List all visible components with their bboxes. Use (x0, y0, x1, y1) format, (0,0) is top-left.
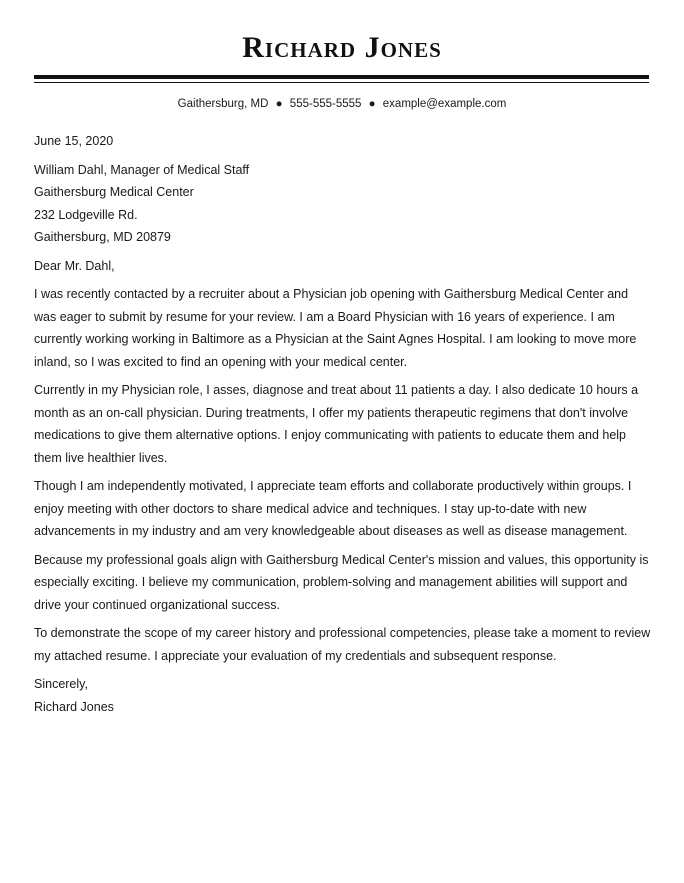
recipient-city-state-zip: Gaithersburg, MD 20879 (34, 230, 171, 244)
body-paragraph: Though I am independently motivated, I appreciate team efforts and collaborate productively within groups. I enjoy meeting with other doctors to share medical advice and techniques. I stay up-to-date with new advancements in my industry and am very knowledgeable about diseases as well as disease management. (34, 479, 632, 538)
closing-block (34, 673, 652, 718)
contact-phone: 555-555-5555 (289, 98, 362, 110)
recipient-street: 232 Lodgeville Rd. (34, 207, 138, 222)
recipient-block (34, 159, 652, 249)
signature-name: Richard Jones (34, 699, 114, 714)
closing-phrase: Sincerely, (34, 677, 88, 691)
recipient-organization: Gaithersburg Medical Center (34, 185, 194, 199)
salutation: Dear Mr. Dahl, (34, 258, 115, 273)
contact-location: Gaithersburg, MD (177, 98, 269, 110)
body-paragraph: To demonstrate the scope of my career history and professional competencies, please take a moment to review my attached resume. I appreciate your evaluation of my credentials and subsequent response. (34, 626, 651, 663)
body-paragraph: Currently in my Physician role, I asses, diagnose and treat about 11 patients a day. I also dedicate 10 hours a month as an on-call physician. During treatments, I offer my patients therapeutic regimens that don't involve medications to give them alternative options. I enjoy communicating with patients to educate them and help them live healthier lives. (34, 383, 639, 465)
bullet-separator-icon: ● (368, 98, 376, 110)
contact-email: example@example.com (382, 98, 507, 110)
letter-body (34, 130, 652, 718)
body-paragraph: I was recently contacted by a recruiter about a Physician job opening with Gaithersburg Medical Center and was eager to submit by resume for your review. I am a Board Physician with 16 years of experience. I am currently working working in Baltimore as a Physician at the Saint Agnes Hospital. I am looking to move more inland, so I was excited to find an opening with your medical center. (34, 287, 637, 369)
header-rule-thick (34, 75, 649, 79)
header-rule-thin (34, 82, 649, 83)
body-paragraph: Because my professional goals align with Gaithersburg Medical Center's mission and values, this opportunity is especially exciting. I believe my communication, problem-solving and management abilities will support and drive your continued organizational success. (34, 552, 649, 612)
recipient-name-title: William Dahl, Manager of Medical Staff (34, 162, 250, 177)
applicant-name: Richard Jones (242, 31, 442, 64)
letter-date: June 15, 2020 (34, 134, 114, 148)
contact-line (0, 96, 684, 112)
bullet-separator-icon: ● (275, 98, 283, 110)
